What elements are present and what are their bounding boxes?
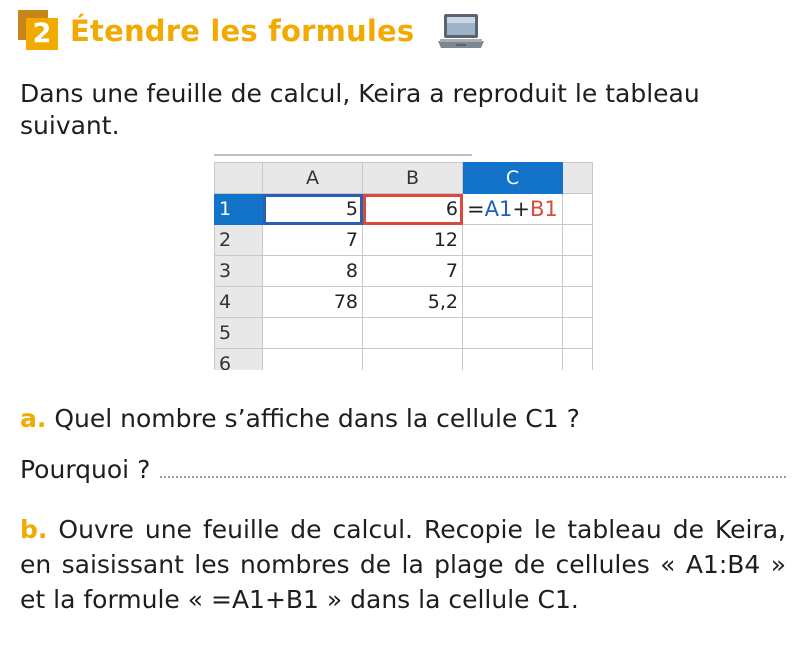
- question-b: [20, 512, 786, 617]
- cell-b5: [363, 318, 463, 349]
- row-header-1: 1: [215, 194, 263, 225]
- question-why: [20, 452, 786, 487]
- exercise-number: 2: [26, 18, 58, 50]
- formula-ref-a1: A1: [484, 197, 513, 221]
- cell-a4: 78: [263, 287, 363, 318]
- row-header-3: 3: [215, 256, 263, 287]
- cell-a2: 7: [263, 225, 363, 256]
- question-a-text: Quel nombre s’affiche dans la cellule C1 ?: [54, 404, 580, 433]
- cell-b4: 5,2: [363, 287, 463, 318]
- cell-b2: 12: [363, 225, 463, 256]
- exercise-header: [18, 8, 486, 54]
- row-header-4: 4: [215, 287, 263, 318]
- cell-c4: [463, 287, 563, 318]
- cell-c5: [463, 318, 563, 349]
- laptop-icon: [436, 11, 486, 51]
- row-header-2: 2: [215, 225, 263, 256]
- question-b-text: Ouvre une feuille de calcul. Recopie le tableau de Keira, en saisissant les nombres de la plage de cellules « A1:B4 » et la formule « =A1+B1 » dans la cellule C1.: [20, 515, 786, 614]
- row-header-6: 6: [215, 349, 263, 371]
- cell-b6: [363, 349, 463, 371]
- cell-b3: 7: [363, 256, 463, 287]
- question-why-text: Pourquoi ?: [20, 455, 151, 484]
- corner-cell: [215, 163, 263, 194]
- exercise-number-badge: [18, 10, 64, 52]
- cell-c2: [463, 225, 563, 256]
- column-header-b: B: [363, 163, 463, 194]
- cell-b1: 6: [363, 194, 463, 225]
- cell-a3: 8: [263, 256, 363, 287]
- cell-c3: [463, 256, 563, 287]
- cell-c1-formula: =A1+B1: [463, 194, 563, 225]
- spreadsheet: [214, 154, 594, 370]
- column-header-c: C: [463, 163, 563, 194]
- exercise-title: Étendre les formules: [70, 14, 415, 48]
- question-a: [20, 402, 580, 436]
- row-header-5: 5: [215, 318, 263, 349]
- cell-a6: [263, 349, 363, 371]
- cell-c6: [463, 349, 563, 371]
- intro-text: Dans une feuille de calcul, Keira a reproduit le tableau suivant.: [20, 79, 700, 140]
- cell-a5: [263, 318, 363, 349]
- question-b-label: b.: [20, 515, 48, 544]
- column-header-a: A: [263, 163, 363, 194]
- answer-dotted-line[interactable]: [160, 452, 786, 478]
- formula-ref-b1: B1: [529, 197, 558, 221]
- cell-a1: 5: [263, 194, 363, 225]
- question-a-label: a.: [20, 404, 47, 433]
